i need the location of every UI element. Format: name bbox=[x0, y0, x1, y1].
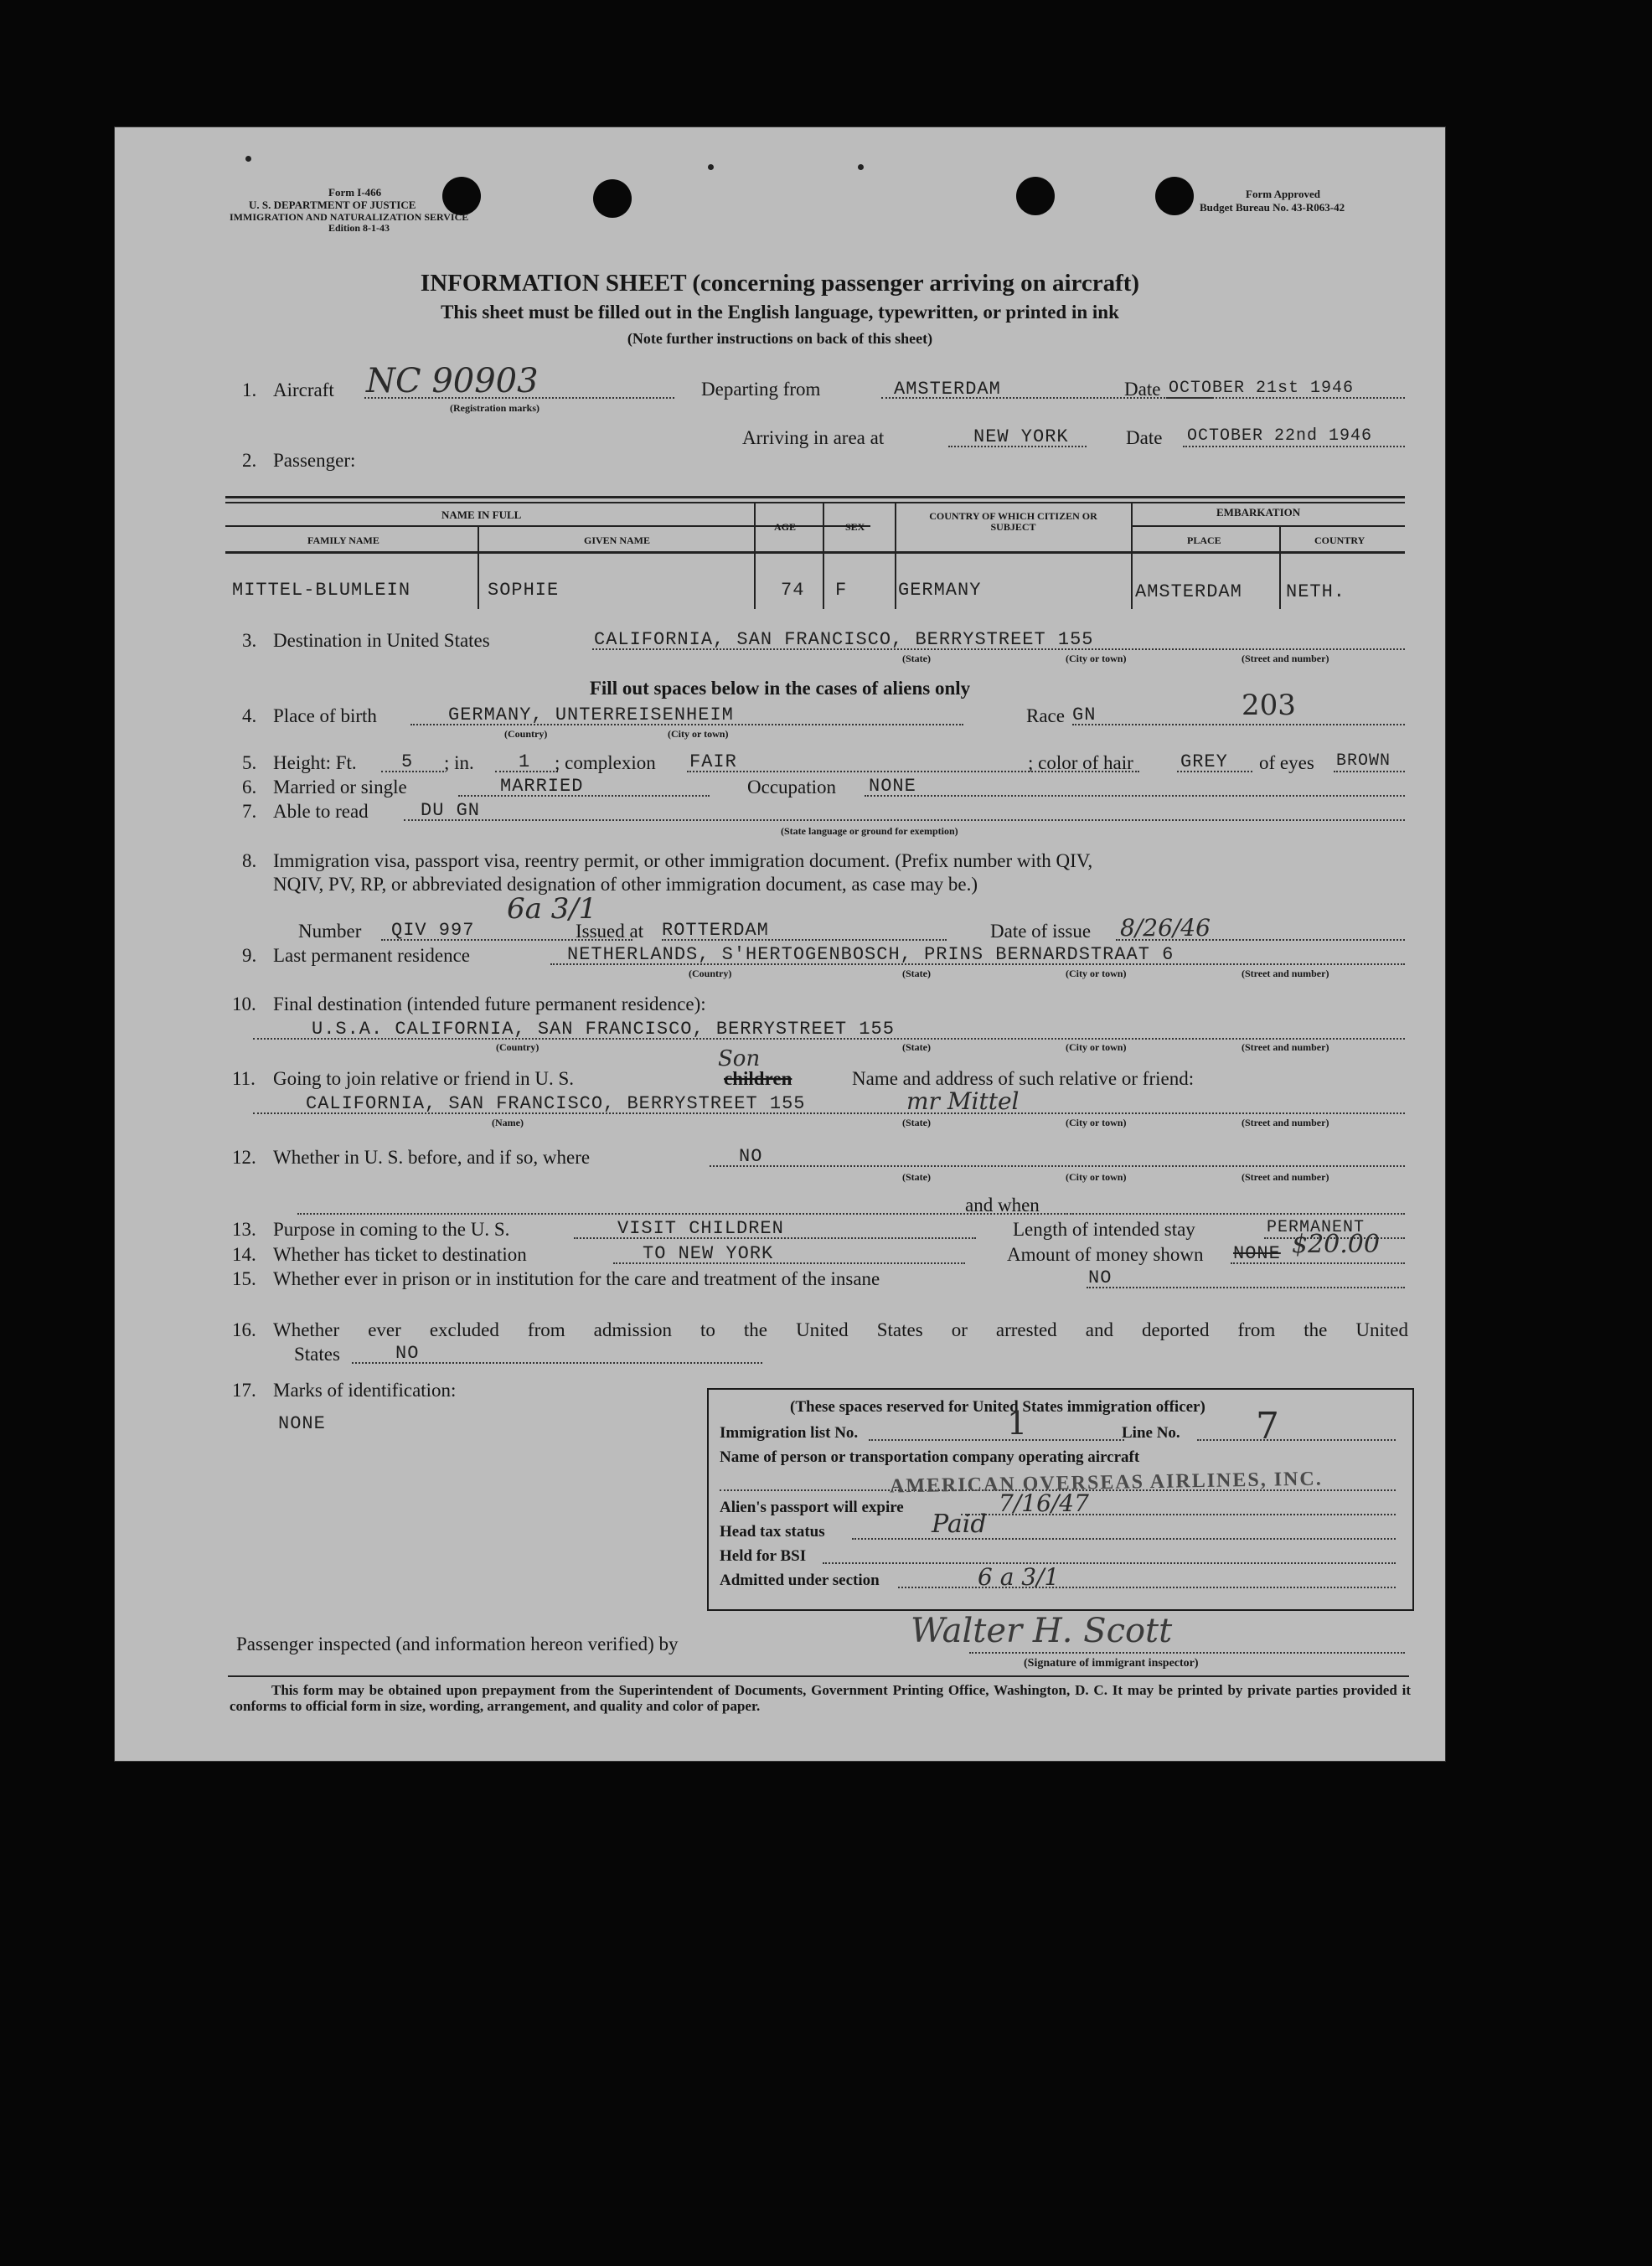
caption: (Country) bbox=[496, 1041, 539, 1053]
form-approved: Form Approved bbox=[1246, 188, 1320, 200]
item-number: 9. bbox=[242, 945, 257, 966]
caption: (Street and number) bbox=[1242, 1041, 1329, 1053]
residence-label: Last permanent residence bbox=[273, 945, 470, 966]
signature-caption: (Signature of immigrant inspector) bbox=[1024, 1657, 1199, 1670]
height-feet: 5 bbox=[401, 751, 414, 772]
relative-name-hand: mr Mittel bbox=[906, 1087, 1020, 1115]
relative-name-label: Name and address of such relative or friend: bbox=[852, 1068, 1195, 1089]
caption: (Street and number) bbox=[1242, 1117, 1329, 1128]
head-tax-value: Paid bbox=[932, 1510, 987, 1539]
item-number: 11. bbox=[232, 1068, 256, 1089]
citizen-value: GERMANY bbox=[898, 580, 982, 601]
item-number: 3. bbox=[242, 630, 257, 651]
edition: Edition 8-1-43 bbox=[328, 222, 390, 234]
given-name-value: SOPHIE bbox=[488, 580, 560, 601]
punch-hole bbox=[1016, 177, 1055, 215]
given-name-header: GIVEN NAME bbox=[584, 534, 651, 546]
passport-expire-label: Alien's passport will expire bbox=[720, 1499, 904, 1516]
service: IMMIGRATION AND NATURALIZATION SERVICE bbox=[230, 211, 469, 223]
speck bbox=[708, 164, 714, 170]
embark-place-value: AMSTERDAM bbox=[1135, 581, 1242, 602]
prior-visit-line bbox=[710, 1165, 1405, 1167]
form-title: INFORMATION SHEET (concerning passenger arriving on aircraft) bbox=[420, 270, 1140, 297]
form-subtitle: This sheet must be filled out in the English language, typewritten, or printed in ink bbox=[441, 302, 1119, 323]
age-header: AGE bbox=[774, 521, 797, 533]
age-value: 74 bbox=[781, 580, 805, 601]
relative-label: Going to join relative or friend in U. S. bbox=[273, 1068, 574, 1089]
issue-date-label: Date of issue bbox=[990, 921, 1092, 942]
able-to-read-label: Able to read bbox=[273, 801, 369, 822]
height-inches: 1 bbox=[519, 751, 531, 772]
department: U. S. DEPARTMENT OF JUSTICE bbox=[249, 199, 416, 211]
excluded-label: Whether ever excluded from admission to the United States or arrested and deported from the United bbox=[273, 1319, 1408, 1340]
money-hand: $20.00 bbox=[1292, 1230, 1380, 1259]
final-destination-value: U.S.A. CALIFORNIA, SAN FRANCISCO, BERRYSTREET 155 bbox=[312, 1019, 895, 1040]
line-no-line bbox=[1197, 1439, 1396, 1441]
prior-visit-label: Whether in U. S. before, and if so, where bbox=[273, 1147, 591, 1168]
arrival-date: OCTOBER 22nd 1946 bbox=[1187, 426, 1373, 446]
aliens-heading: Fill out spaces below in the cases of aliens only bbox=[589, 678, 971, 699]
caption: (City or town) bbox=[1066, 968, 1127, 979]
marital-value: MARRIED bbox=[500, 776, 584, 797]
birthplace-value: GERMANY, UNTERREISENHEIM bbox=[448, 705, 734, 725]
issued-at-value: ROTTERDAM bbox=[662, 920, 769, 941]
complexion-label: ; complexion bbox=[555, 752, 656, 773]
item-number: 8. bbox=[242, 850, 257, 871]
registration-caption: (Registration marks) bbox=[450, 402, 539, 414]
speck bbox=[858, 164, 864, 170]
when-label: and when bbox=[965, 1195, 1040, 1216]
eyes-label: of eyes bbox=[1259, 752, 1314, 773]
caption: (Name) bbox=[492, 1117, 524, 1128]
caption: (City or town) bbox=[1066, 1171, 1127, 1183]
hair-label: ; color of hair bbox=[1028, 752, 1133, 773]
race-label: Race bbox=[1026, 705, 1065, 726]
sex-value: F bbox=[835, 580, 848, 601]
caption: (State) bbox=[902, 653, 931, 664]
item-number: 14. bbox=[232, 1244, 256, 1265]
company-stamp: AMERICAN OVERSEAS AIRLINES, INC. bbox=[889, 1468, 1323, 1498]
residence-value: NETHERLANDS, S'HERTOGENBOSCH, PRINS BERNARDSTRAAT 6 bbox=[567, 944, 1174, 965]
purpose-label: Purpose in coming to the U. S. bbox=[273, 1219, 510, 1240]
family-name-header: FAMILY NAME bbox=[307, 534, 379, 546]
family-name-value: MITTEL-BLUMLEIN bbox=[232, 580, 411, 601]
caption: (City or town) bbox=[668, 728, 729, 740]
document-text-2: NQIV, PV, RP, or abbreviated designation of other immigration document, as case may be.) bbox=[273, 874, 978, 895]
ticket-value: TO NEW YORK bbox=[643, 1243, 774, 1264]
company-label: Name of person or transportation company operating aircraft bbox=[720, 1448, 1140, 1466]
issued-at-label: Issued at bbox=[576, 921, 644, 942]
ticket-label: Whether has ticket to destination bbox=[273, 1244, 527, 1265]
caption: (State language or ground for exemption) bbox=[781, 825, 958, 837]
occupation-line bbox=[865, 795, 1405, 797]
inches-label: ; in. bbox=[444, 752, 474, 773]
inspected-label: Passenger inspected (and information hereon verified) by bbox=[236, 1634, 679, 1654]
admitted-section-value: 6 a 3/1 bbox=[978, 1563, 1060, 1591]
speck bbox=[245, 156, 251, 162]
bsi-label: Held for BSI bbox=[720, 1547, 807, 1565]
arriving-value: NEW YORK bbox=[973, 426, 1069, 447]
eyes-line bbox=[1334, 771, 1405, 772]
form-sheet bbox=[115, 127, 1445, 1761]
passport-expire-value: 7/16/47 bbox=[999, 1489, 1089, 1517]
occupation-label: Occupation bbox=[747, 777, 837, 797]
country-header: COUNTRY bbox=[1314, 534, 1365, 546]
punch-hole bbox=[593, 179, 632, 218]
caption: (State) bbox=[902, 1171, 931, 1183]
date2-label: Date bbox=[1126, 427, 1163, 448]
prior-visit-value: NO bbox=[739, 1146, 763, 1167]
item-number: 6. bbox=[242, 777, 257, 797]
item-number: 2. bbox=[242, 450, 257, 471]
country-citizen-header: COUNTRY OF WHICH CITIZEN OR SUBJECT bbox=[929, 510, 1097, 533]
caption: (Country) bbox=[689, 968, 732, 979]
destination-value: CALIFORNIA, SAN FRANCISCO, BERRYSTREET 155 bbox=[594, 629, 1094, 650]
date2-line bbox=[1183, 446, 1405, 447]
prison-line bbox=[1087, 1287, 1405, 1288]
birthplace-label: Place of birth bbox=[273, 705, 377, 726]
visa-number-label: Number bbox=[298, 921, 362, 942]
place-header: PLACE bbox=[1187, 534, 1221, 546]
prior-visit-line-2 bbox=[297, 1213, 1068, 1215]
stay-value: PERMANENT bbox=[1267, 1218, 1365, 1237]
immigration-list-line bbox=[869, 1439, 1124, 1441]
signature-line bbox=[969, 1652, 1405, 1654]
form-number: Form I-466 bbox=[328, 186, 382, 199]
embarkation-header: EMBARKATION bbox=[1216, 506, 1301, 519]
embark-country-value: NETH. bbox=[1286, 581, 1346, 602]
budget-bureau: Budget Bureau No. 43-R063-42 bbox=[1200, 201, 1345, 214]
arriving-label: Arriving in area at bbox=[742, 427, 885, 448]
item-number: 1. bbox=[242, 379, 257, 400]
item-number: 17. bbox=[232, 1380, 256, 1401]
caption: (State) bbox=[902, 968, 931, 979]
punch-hole bbox=[1155, 177, 1194, 215]
caption: (Street and number) bbox=[1242, 968, 1329, 979]
caption: (State) bbox=[902, 1041, 931, 1053]
form-note: (Note further instructions on back of this sheet) bbox=[627, 330, 933, 347]
caption: (Street and number) bbox=[1242, 653, 1329, 664]
caption: (City or town) bbox=[1066, 653, 1127, 664]
item-number: 5. bbox=[242, 752, 257, 773]
excluded-value: NO bbox=[395, 1343, 420, 1364]
when-line bbox=[1070, 1213, 1405, 1215]
identification-label: Marks of identification: bbox=[273, 1380, 457, 1401]
admitted-section-label: Admitted under section bbox=[720, 1572, 880, 1589]
aircraft-value: NC 90903 bbox=[366, 362, 539, 400]
item-number: 16. bbox=[232, 1319, 256, 1340]
caption: (City or town) bbox=[1066, 1117, 1127, 1128]
inspector-signature: Walter H. Scott bbox=[911, 1612, 1173, 1650]
document-hand-note: 6a 3/1 bbox=[507, 892, 597, 926]
line-no-label: Line No. bbox=[1122, 1424, 1180, 1442]
race-value: GN bbox=[1072, 705, 1097, 725]
departure-date: OCTOBER 21st 1946 bbox=[1169, 379, 1355, 398]
purpose-value: VISIT CHILDREN bbox=[617, 1218, 784, 1239]
race-code: 203 bbox=[1242, 689, 1296, 722]
date-label: Date bbox=[1124, 379, 1161, 400]
item-number: 7. bbox=[242, 801, 257, 822]
immigration-list-label: Immigration list No. bbox=[720, 1424, 859, 1442]
prison-value: NO bbox=[1088, 1267, 1113, 1288]
money-label: Amount of money shown bbox=[1007, 1244, 1204, 1265]
caption: (Country) bbox=[504, 728, 548, 740]
height-label: Height: Ft. bbox=[273, 752, 357, 773]
immigration-list-value: 1 bbox=[1007, 1405, 1028, 1442]
item-number: 10. bbox=[232, 994, 256, 1014]
caption: (City or town) bbox=[1066, 1041, 1127, 1053]
issue-date-value: 8/26/46 bbox=[1120, 914, 1211, 942]
excluded-label-2: States bbox=[294, 1344, 340, 1365]
able-to-read-value: DU GN bbox=[421, 800, 481, 821]
departing-label: Departing from bbox=[701, 379, 821, 400]
marital-line bbox=[458, 795, 710, 797]
item-number: 13. bbox=[232, 1219, 256, 1240]
complexion-value: FAIR bbox=[689, 751, 737, 772]
document-text-1: Immigration visa, passport visa, reentry permit, or other immigration document. (Prefix number with QIV, bbox=[273, 850, 1093, 871]
line-no-value: 7 bbox=[1256, 1405, 1279, 1448]
race-line bbox=[1072, 724, 1405, 725]
hair-value: GREY bbox=[1180, 751, 1228, 772]
bsi-line bbox=[823, 1562, 1396, 1564]
final-destination-label: Final destination (intended future permanent residence): bbox=[273, 994, 706, 1014]
marital-label: Married or single bbox=[273, 777, 407, 797]
departing-value: AMSTERDAM bbox=[894, 379, 1001, 400]
occupation-value: NONE bbox=[869, 776, 916, 797]
visa-number: QIV 997 bbox=[391, 920, 475, 941]
relative-hand-note: Son bbox=[718, 1046, 761, 1071]
item-number: 4. bbox=[242, 705, 257, 726]
able-to-read-line bbox=[404, 819, 1405, 821]
destination-label: Destination in United States bbox=[273, 630, 490, 651]
money-struck: NONE bbox=[1233, 1243, 1281, 1264]
footer-note: This form may be obtained upon prepayment from the Superintendent of Documents, Government Printing Office, Washington, D. C. It may be printed by private parties provided it conforms to official form in size, wording, arrangement, and quality and color of paper. bbox=[230, 1682, 1411, 1714]
eyes-value: BROWN bbox=[1336, 751, 1391, 771]
stay-label: Length of intended stay bbox=[1013, 1219, 1195, 1240]
sex-header: SEX bbox=[845, 521, 865, 533]
relative-struck: children bbox=[724, 1068, 792, 1089]
prison-label: Whether ever in prison or in institution for the care and treatment of the insane bbox=[273, 1268, 880, 1289]
aircraft-label: Aircraft bbox=[273, 379, 334, 400]
identification-value: NONE bbox=[278, 1413, 326, 1434]
admitted-section-line bbox=[898, 1587, 1396, 1588]
item-number: 15. bbox=[232, 1268, 256, 1289]
passenger-label: Passenger: bbox=[273, 450, 356, 471]
head-tax-label: Head tax status bbox=[720, 1523, 825, 1541]
item-number: 12. bbox=[232, 1147, 256, 1168]
caption: (Street and number) bbox=[1242, 1171, 1329, 1183]
relative-address-value: CALIFORNIA, SAN FRANCISCO, BERRYSTREET 155 bbox=[306, 1093, 806, 1114]
caption: (State) bbox=[902, 1117, 931, 1128]
name-in-full-header: NAME IN FULL bbox=[441, 508, 522, 521]
punch-hole bbox=[442, 177, 481, 215]
officer-box-heading: (These spaces reserved for United States immigration officer) bbox=[790, 1398, 1205, 1416]
